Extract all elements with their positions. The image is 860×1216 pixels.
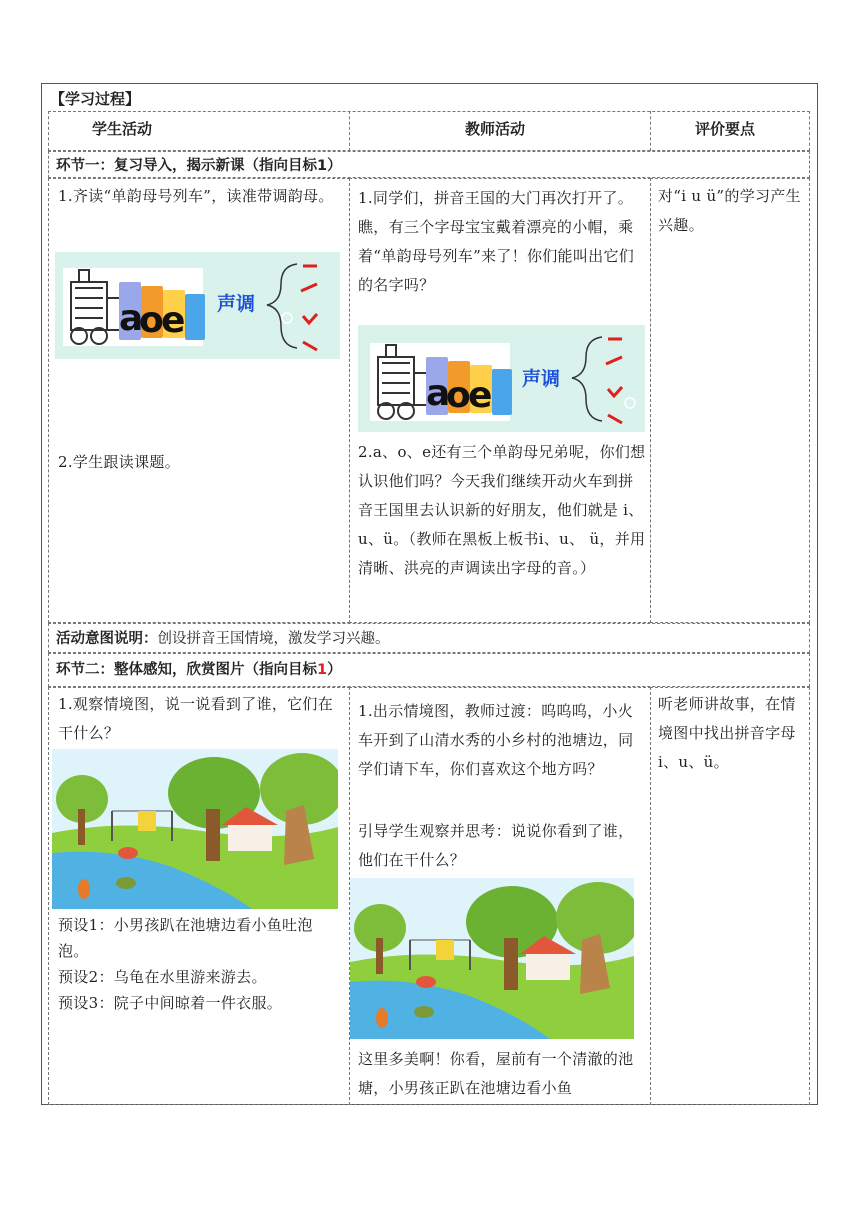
- stage2-title-end: ）: [327, 662, 342, 678]
- stage2-eval-text: 听老师讲故事，在情境图中找出拼音字母 i、u、ü。: [658, 695, 796, 771]
- stage2-teacher-step2: 引导学生观察并思考：说说你看到了谁，他们在干什么？: [358, 822, 634, 869]
- column-header-teacher: 教师活动: [465, 120, 526, 138]
- col-divider-1: [349, 111, 350, 151]
- column-header-student: 学生活动: [92, 120, 153, 138]
- scene-image-teacher: [350, 878, 634, 1039]
- stage1-teacher-step2: 2.a、o、e还有三个单韵母兄弟呢，你们想认识他们吗？今天我们继续开动火车到拼音王国里去认识新的好朋友，他们就是 i、u、ü。（教师在黑板上板书i、u、 ü，并用清晰、洪亮的声调读出字母的音。）: [358, 443, 646, 577]
- letter-e: e: [161, 300, 186, 341]
- stage2-title-num: 1: [317, 662, 328, 678]
- stage2-student-step1: 1.观察情境图，说一说看到了谁，它们在干什么？: [58, 695, 334, 742]
- svg-text:a: a: [426, 373, 451, 414]
- stage2-teacher-step1: 1.出示情境图，教师过渡：呜呜呜，小火车开到了山清水秀的小乡村的池塘边，同学们请下车，你们喜欢这个地方吗？: [358, 702, 634, 778]
- train-image-student: [55, 252, 340, 359]
- preset-item-2: 预设2：乌龟在水里游来游去。: [58, 968, 267, 986]
- stage1-student-cell: [48, 178, 350, 623]
- preset-item-1: 预设1：小男孩趴在池塘边看小鱼吐泡泡。: [58, 916, 313, 960]
- stage2-teacher-step3: 这里多美啊！你看，屋前有一个清澈的池塘，小男孩正趴在池塘边看小鱼: [358, 1050, 634, 1097]
- stage1-eval-text: 对“i u ü”的学习产生兴趣。: [658, 187, 801, 234]
- section-title: 【学习过程】: [50, 90, 141, 108]
- stage1-student-step1: 1.齐读“单韵母号列车”，读准带调韵母。: [58, 187, 334, 205]
- scene-image-student: [52, 749, 338, 909]
- letter-a: a: [119, 298, 144, 339]
- stage1-teacher-step1: 1.同学们，拼音王国的大门再次打开了。瞧，有三个字母宝宝戴着漂亮的小帽，乘着“单韵母号列车”来了！你们能叫出它们的名字吗？: [358, 189, 635, 294]
- intent-text: [56, 627, 390, 648]
- intent-label: 活动意图说明：: [56, 631, 158, 647]
- letter-o: o: [139, 300, 164, 341]
- stage1-student-step2: 2.学生跟读课题。: [58, 453, 181, 471]
- svg-text:声调: 声调: [522, 368, 561, 390]
- preset-item-3: 预设3：院子中间晾着一件衣服。: [58, 994, 283, 1012]
- train-image-teacher: [358, 325, 645, 432]
- stage1-title: 环节一：复习导入，揭示新课（指向目标1）: [56, 158, 342, 174]
- preset-list: [58, 912, 343, 1016]
- stage2-title-main: 环节二：整体感知，欣赏图片（指向目标: [56, 662, 317, 678]
- col-divider-2: [650, 111, 651, 151]
- tone-label: 声调: [217, 293, 256, 315]
- intent-body: 创设拼音王国情境，激发学习兴趣。: [157, 631, 390, 647]
- stage1-eval-cell: [650, 178, 810, 623]
- stage2-title: [56, 658, 342, 679]
- column-header-eval: 评价要点: [695, 120, 756, 138]
- svg-text:o: o: [446, 375, 471, 416]
- svg-text:e: e: [468, 375, 493, 416]
